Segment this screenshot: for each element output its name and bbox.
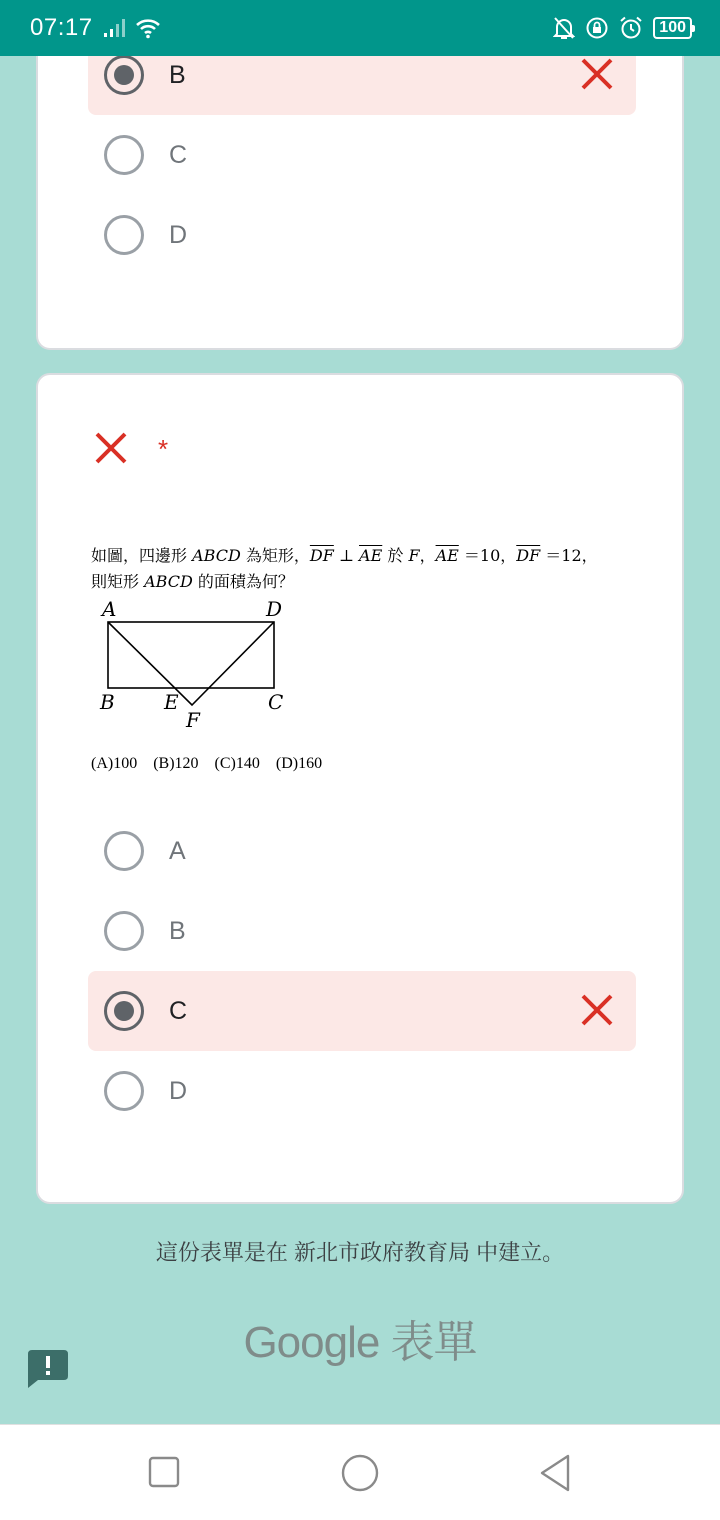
radio-button[interactable] (104, 911, 144, 951)
google-forms-logo: Google 表單 (243, 1318, 477, 1367)
battery-indicator: 100 (653, 17, 692, 39)
radio-button[interactable] (104, 991, 144, 1031)
radio-button[interactable] (104, 1071, 144, 1111)
recent-apps-icon[interactable] (148, 1453, 180, 1493)
geometry-figure (94, 595, 334, 735)
label-b: B (100, 690, 115, 714)
option-label: D (169, 1076, 188, 1105)
label-a: A (102, 597, 117, 621)
option-label: B (169, 916, 186, 945)
alarm-icon (619, 16, 643, 40)
option-label: D (169, 220, 188, 249)
question-line-1: 如圖，四邊形 ABCD 為矩形，$\overline{DF}$ ⊥ $\overline{AE}$ 於 F，$\overline{AE} =10$，$\overline{DF} =12$， (91, 546, 598, 565)
required-mark: * (158, 433, 169, 464)
home-icon[interactable] (340, 1453, 380, 1493)
status-bar (0, 0, 720, 56)
wrong-x-icon (580, 993, 614, 1027)
segments-ae-df (108, 622, 274, 705)
option-label: A (169, 836, 186, 865)
wrong-x-icon (580, 57, 614, 91)
back-icon[interactable] (538, 1453, 574, 1493)
feedback-icon[interactable] (28, 1348, 68, 1388)
signal-icon (103, 18, 125, 38)
lock-rotation-icon (585, 16, 609, 40)
label-d: D (266, 597, 283, 621)
radio-button[interactable] (104, 831, 144, 871)
label-c: C (268, 690, 284, 714)
question-choices: (A)100 (B)120 (C)140 (D)160 (91, 755, 323, 772)
option-b[interactable] (88, 891, 636, 971)
question-card (36, 373, 684, 1204)
bell-off-icon (553, 16, 575, 40)
option-label: B (169, 60, 186, 89)
wifi-icon (135, 17, 161, 39)
rectangle-abcd (108, 622, 274, 688)
option-a[interactable] (88, 811, 636, 891)
option-d[interactable] (88, 1051, 636, 1131)
question-text (91, 543, 651, 595)
question-header (94, 431, 168, 465)
option-c[interactable] (88, 971, 636, 1051)
question-line-2: 則矩形 ABCD 的面積為何？ (91, 572, 294, 591)
system-nav-bar (0, 1424, 720, 1520)
radio-button[interactable] (104, 215, 144, 255)
wrong-x-icon (94, 431, 128, 465)
option-c-prev[interactable] (88, 115, 636, 195)
option-label: C (169, 140, 188, 169)
option-d-prev[interactable] (88, 195, 636, 275)
question-card-previous (36, 30, 684, 350)
radio-button[interactable] (104, 55, 144, 95)
radio-button[interactable] (104, 135, 144, 175)
status-time: 07:17 (30, 14, 93, 41)
label-e: E (164, 690, 179, 714)
label-f: F (186, 708, 200, 732)
form-creator-note: 這份表單是在 新北市政府教育局 中建立。 (155, 1240, 565, 1265)
option-label: C (169, 996, 188, 1025)
